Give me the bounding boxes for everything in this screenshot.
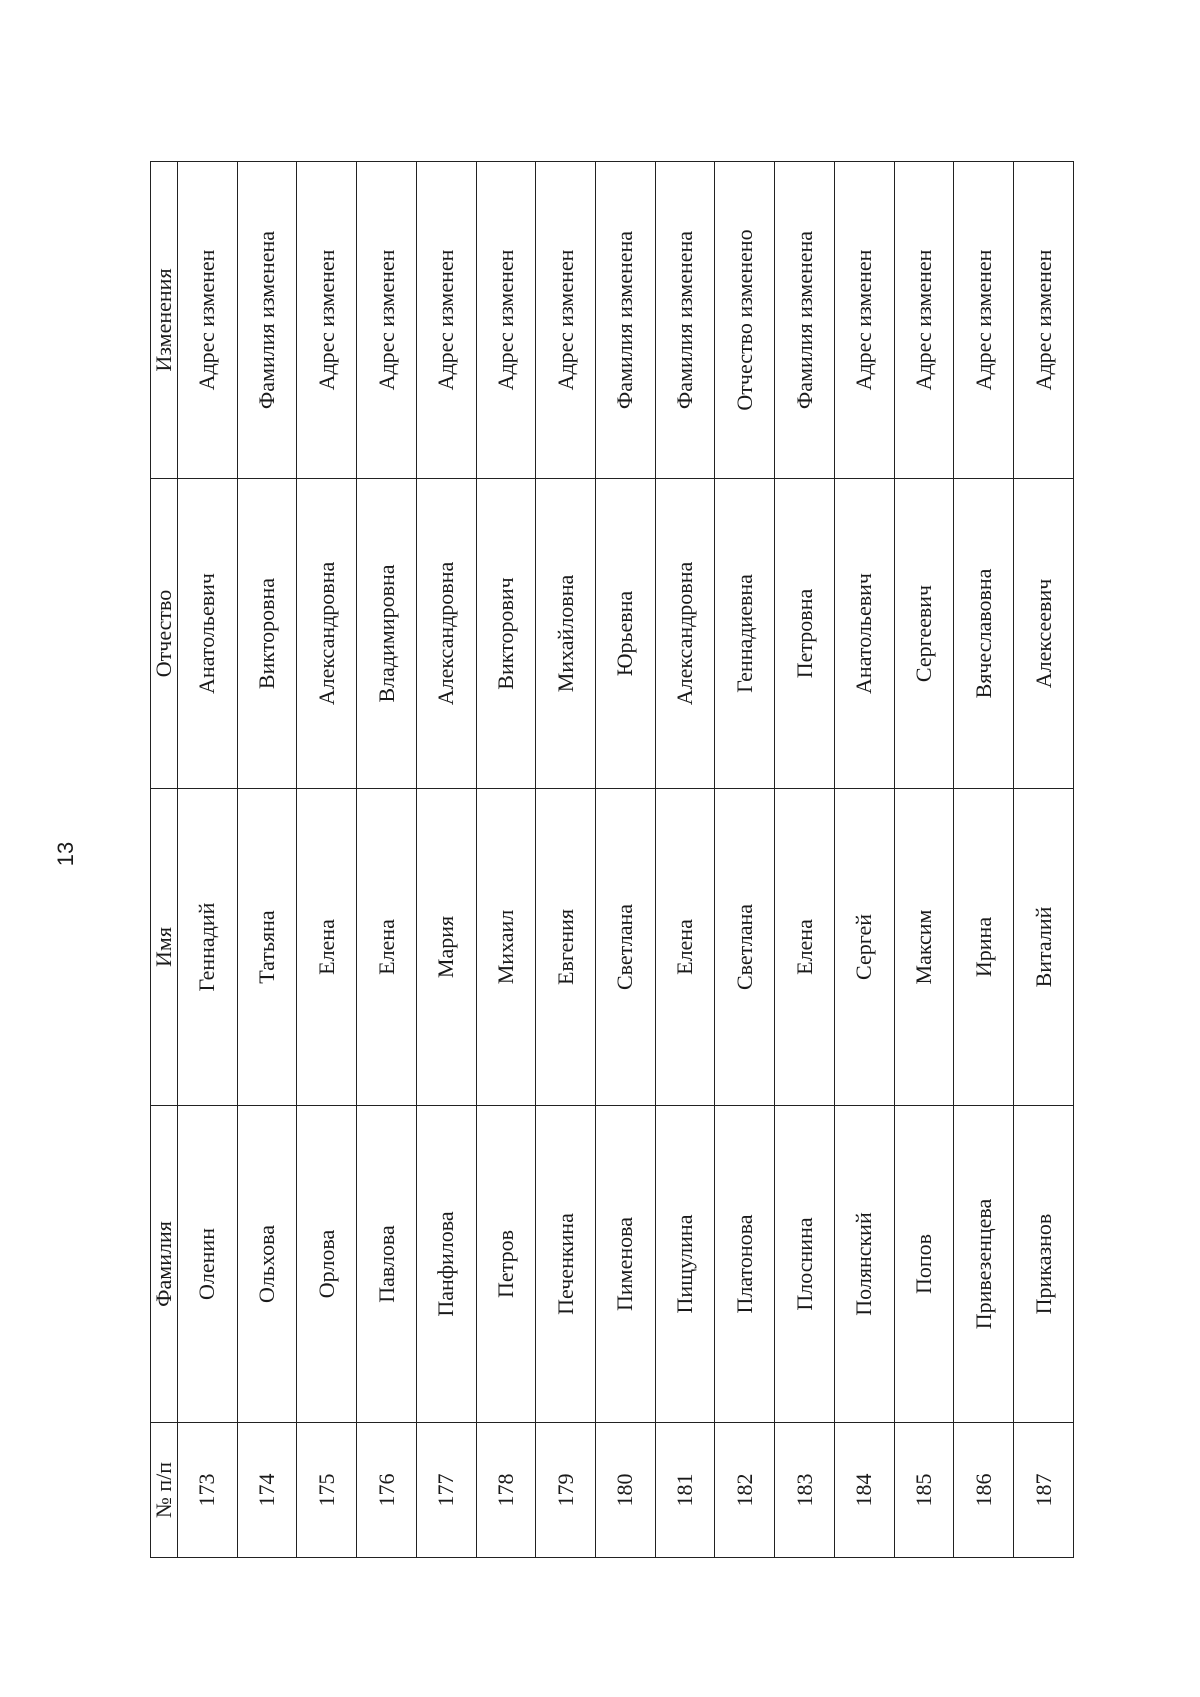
cell-changes: Фамилия изменена: [596, 162, 656, 479]
cell-changes: Фамилия изменена: [237, 162, 297, 479]
cell-number: 186: [954, 1423, 1014, 1558]
cell-changes: Отчество изменено: [715, 162, 775, 479]
cell-changes: Адрес изменен: [416, 162, 476, 479]
cell-patronymic: Александровна: [416, 479, 476, 789]
cell-number: 183: [775, 1423, 835, 1558]
cell-surname: Павлова: [357, 1106, 417, 1423]
cell-changes: Адрес изменен: [1014, 162, 1074, 479]
cell-surname: Платонова: [715, 1106, 775, 1423]
cell-first-name: Светлана: [596, 789, 656, 1106]
cell-patronymic: Анатольевич: [834, 479, 894, 789]
table-row: [237, 162, 297, 1558]
table-row: [596, 162, 656, 1558]
cell-number: 182: [715, 1423, 775, 1558]
table-row: [536, 162, 596, 1558]
table-row: [655, 162, 715, 1558]
column-header-patronymic: Отчество: [151, 479, 178, 789]
cell-surname: Печенкина: [536, 1106, 596, 1423]
cell-patronymic: Александровна: [655, 479, 715, 789]
table-row: [357, 162, 417, 1558]
cell-number: 181: [655, 1423, 715, 1558]
table-row: [715, 162, 775, 1558]
page-number-text: 13: [53, 841, 78, 867]
table-row: [297, 162, 357, 1558]
cell-surname: Пищулина: [655, 1106, 715, 1423]
cell-number: 173: [178, 1423, 238, 1558]
column-header-surname: Фамилия: [151, 1106, 178, 1423]
cell-patronymic: Юрьевна: [596, 479, 656, 789]
cell-changes: Адрес изменен: [834, 162, 894, 479]
table-header-row: [151, 162, 178, 1558]
records-table-container: [150, 162, 1074, 1558]
cell-patronymic: Владимировна: [357, 479, 417, 789]
cell-surname: Попов: [894, 1106, 954, 1423]
cell-patronymic: Вячеславовна: [954, 479, 1014, 789]
cell-number: 180: [596, 1423, 656, 1558]
cell-number: 175: [297, 1423, 357, 1558]
cell-first-name: Евгения: [536, 789, 596, 1106]
cell-number: 176: [357, 1423, 417, 1558]
records-table: [150, 161, 1074, 1558]
cell-surname: Петров: [476, 1106, 536, 1423]
cell-patronymic: Михайловна: [536, 479, 596, 789]
cell-first-name: Татьяна: [237, 789, 297, 1106]
cell-surname: Оленин: [178, 1106, 238, 1423]
column-header-changes: Изменения: [151, 162, 178, 479]
cell-first-name: Михаил: [476, 789, 536, 1106]
cell-patronymic: Алексеевич: [1014, 479, 1074, 789]
cell-patronymic: Викторович: [476, 479, 536, 789]
cell-changes: Адрес изменен: [297, 162, 357, 479]
cell-first-name: Елена: [655, 789, 715, 1106]
table-row: [476, 162, 536, 1558]
cell-changes: Адрес изменен: [476, 162, 536, 479]
cell-surname: Привезенцева: [954, 1106, 1014, 1423]
table-row: [775, 162, 835, 1558]
cell-surname: Ольхова: [237, 1106, 297, 1423]
cell-first-name: Максим: [894, 789, 954, 1106]
cell-first-name: Сергей: [834, 789, 894, 1106]
cell-number: 184: [834, 1423, 894, 1558]
cell-patronymic: Сергеевич: [894, 479, 954, 789]
cell-number: 179: [536, 1423, 596, 1558]
cell-first-name: Геннадий: [178, 789, 238, 1106]
cell-changes: Адрес изменен: [954, 162, 1014, 479]
cell-number: 174: [237, 1423, 297, 1558]
cell-patronymic: Петровна: [775, 479, 835, 789]
cell-first-name: Ирина: [954, 789, 1014, 1106]
cell-changes: Фамилия изменена: [655, 162, 715, 479]
cell-patronymic: Александровна: [297, 479, 357, 789]
cell-surname: Полянский: [834, 1106, 894, 1423]
column-header-number: № п/п: [151, 1423, 178, 1558]
cell-changes: Адрес изменен: [357, 162, 417, 479]
cell-number: 187: [1014, 1423, 1074, 1558]
cell-number: 185: [894, 1423, 954, 1558]
table-row: [894, 162, 954, 1558]
cell-surname: Панфилова: [416, 1106, 476, 1423]
table-row: [416, 162, 476, 1558]
cell-surname: Пименова: [596, 1106, 656, 1423]
cell-number: 177: [416, 1423, 476, 1558]
table-row: [834, 162, 894, 1558]
cell-changes: Адрес изменен: [894, 162, 954, 479]
cell-first-name: Светлана: [715, 789, 775, 1106]
cell-patronymic: Геннадиевна: [715, 479, 775, 789]
cell-first-name: Елена: [297, 789, 357, 1106]
column-header-first-name: Имя: [151, 789, 178, 1106]
cell-first-name: Елена: [357, 789, 417, 1106]
cell-surname: Плоснина: [775, 1106, 835, 1423]
table-row: [1014, 162, 1074, 1558]
cell-changes: Адрес изменен: [178, 162, 238, 479]
cell-first-name: Виталий: [1014, 789, 1074, 1106]
cell-changes: Адрес изменен: [536, 162, 596, 479]
cell-patronymic: Викторовна: [237, 479, 297, 789]
cell-surname: Приказнов: [1014, 1106, 1074, 1423]
table-row: [178, 162, 238, 1558]
table-row: [954, 162, 1014, 1558]
cell-first-name: Мария: [416, 789, 476, 1106]
cell-first-name: Елена: [775, 789, 835, 1106]
cell-surname: Орлова: [297, 1106, 357, 1423]
cell-number: 178: [476, 1423, 536, 1558]
cell-changes: Фамилия изменена: [775, 162, 835, 479]
cell-patronymic: Анатольевич: [178, 479, 238, 789]
